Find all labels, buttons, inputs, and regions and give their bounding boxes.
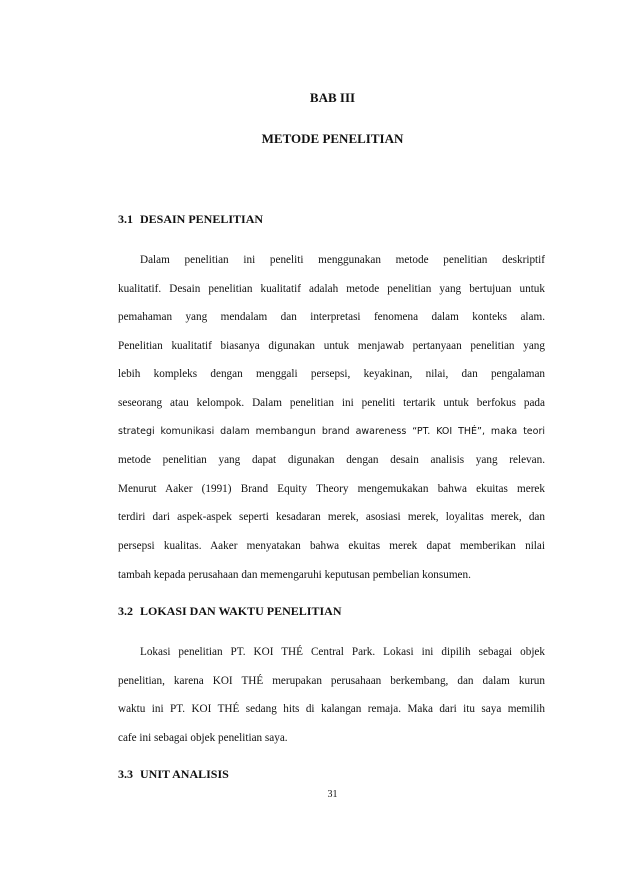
paragraph-line: metode penelitian yang dapat digunakan dengan desain analisis yang relevan. bbox=[118, 454, 545, 467]
section-number: 3.2 bbox=[118, 604, 133, 618]
paragraph-line: tambah kepada perusahaan dan memengaruhi keputusan pembelian konsumen. bbox=[118, 568, 471, 581]
section-number: 3.3 bbox=[118, 767, 133, 781]
chapter-number: BAB III bbox=[309, 90, 356, 105]
paragraph-line: terdiri dari aspek-aspek seperti kesadaran merek, asosiasi merek, loyalitas merek, dan bbox=[118, 511, 545, 524]
section-heading-3-3 bbox=[118, 767, 229, 782]
section-heading-3-1 bbox=[118, 212, 263, 227]
paragraph-line: Menurut Aaker (1991) Brand Equity Theory mengemukakan bahwa ekuitas merek bbox=[118, 482, 545, 495]
paragraph-line: kualitatif. Desain penelitian kualitatif adalah metode penelitian yang bertujuan untuk bbox=[118, 282, 545, 295]
chapter-title: METODE PENELITIAN bbox=[261, 131, 404, 146]
paragraph-line: Lokasi penelitian PT. KOI THÉ Central Park. Lokasi ini dipilih sebagai objek bbox=[140, 646, 545, 658]
paragraph-line: waktu ini PT. KOI THÉ sedang hits di kalangan remaja. Maka dari itu saya memilih bbox=[118, 703, 545, 716]
section-heading-3-2 bbox=[118, 604, 342, 619]
paragraph-line: persepsi kualitas. Aaker menyatakan bahwa ekuitas merek dapat memberikan nilai bbox=[118, 539, 545, 552]
section-title: LOKASI DAN WAKTU PENELITIAN bbox=[140, 604, 342, 618]
paragraph-line: seseorang atau kelompok. Dalam penelitian ini peneliti tertarik untuk berfokus pada bbox=[118, 396, 545, 409]
paragraph-line: lebih kompleks dengan menggali persepsi, keyakinan, nilai, dan pengalaman bbox=[118, 368, 545, 381]
paragraph-line: cafe ini sebagai objek penelitian saya. bbox=[118, 731, 288, 744]
paragraph-line: pemahaman yang mendalam dan interpretasi fenomena dalam konteks alam. bbox=[118, 311, 545, 324]
section-title: DESAIN PENELITIAN bbox=[140, 212, 264, 226]
page-number: 31 bbox=[327, 789, 338, 800]
section-title: UNIT ANALISIS bbox=[140, 767, 229, 781]
section-number: 3.1 bbox=[118, 212, 133, 226]
paragraph-line: strategi komunikasi dalam membangun brand awareness “PT. KOI THÉ”, maka teori bbox=[118, 425, 545, 437]
paragraph-desain-penelitian bbox=[118, 246, 545, 589]
paragraph-line: penelitian, karena KOI THÉ merupakan perusahaan berkembang, dan dalam kurun bbox=[118, 674, 545, 687]
paragraph-line: Penelitian kualitatif biasanya digunakan untuk menjawab pertanyaan penelitian yang bbox=[118, 339, 545, 352]
paragraph-line: Dalam penelitian ini peneliti menggunakan metode penelitian deskriptif bbox=[140, 254, 545, 266]
paragraph-lokasi-waktu bbox=[118, 638, 545, 752]
